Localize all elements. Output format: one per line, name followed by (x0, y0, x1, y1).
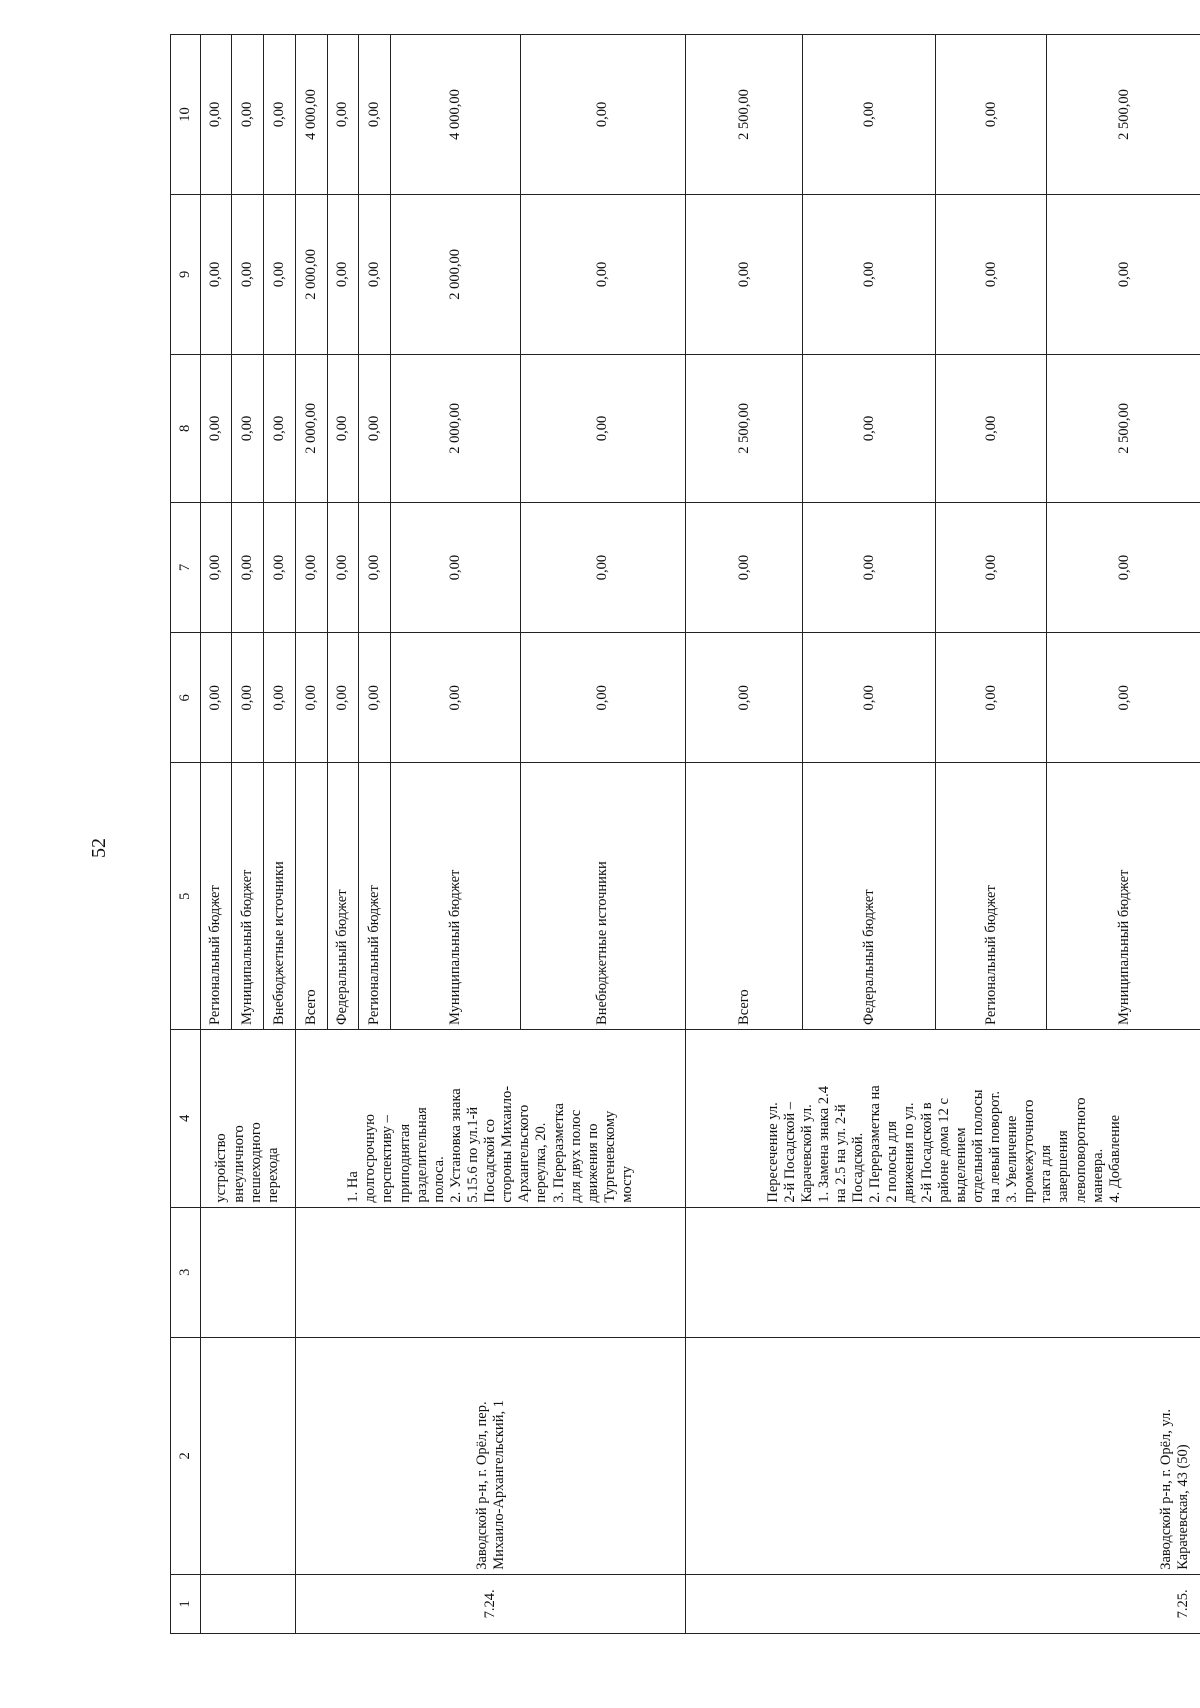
page-number: 52 (88, 838, 110, 858)
value-cell: 0,00 (200, 354, 232, 502)
header-cell: 4 (171, 1029, 201, 1207)
rotated-page (170, 34, 1200, 1634)
value-cell: 0,00 (803, 35, 936, 195)
address-cell: Заводской р-н, г. Орёл, ул. Карачевская, 43 (50) (686, 1337, 1200, 1574)
value-cell: 0,00 (232, 633, 264, 763)
value-cell: 0,00 (327, 194, 359, 354)
value-cell: 0,00 (936, 194, 1047, 354)
value-cell: 2 000,00 (295, 194, 327, 354)
header-cell: 2 (171, 1337, 201, 1574)
address-cell (200, 1337, 295, 1574)
value-cell: 0,00 (359, 35, 391, 195)
financing-table (170, 34, 1200, 1634)
value-cell: 0,00 (264, 35, 296, 195)
value-cell: 0,00 (295, 502, 327, 632)
value-cell: 0,00 (520, 354, 686, 502)
value-cell: 0,00 (686, 194, 803, 354)
value-cell: 0,00 (327, 502, 359, 632)
value-cell: 0,00 (200, 194, 232, 354)
value-cell: 0,00 (200, 35, 232, 195)
funding-source: Всего (295, 763, 327, 1030)
value-cell: 0,00 (264, 354, 296, 502)
value-cell: 4 000,00 (391, 35, 520, 195)
value-cell: 0,00 (232, 502, 264, 632)
value-cell: 2 000,00 (391, 194, 520, 354)
funding-source: Внебюджетные источники (264, 763, 296, 1030)
value-cell: 0,00 (686, 502, 803, 632)
value-cell: 0,00 (520, 35, 686, 195)
header-cell: 8 (171, 354, 201, 502)
col3-cell (295, 1207, 686, 1337)
funding-source: Региональный бюджет (936, 763, 1047, 1030)
value-cell: 2 500,00 (686, 35, 803, 195)
value-cell: 0,00 (936, 35, 1047, 195)
value-cell: 0,00 (391, 502, 520, 632)
value-cell: 0,00 (264, 633, 296, 763)
item-number-cell: 7.24. (295, 1574, 686, 1633)
value-cell: 0,00 (936, 502, 1047, 632)
funding-source: Муниципальный бюджет (391, 763, 520, 1030)
header-cell: 3 (171, 1207, 201, 1337)
value-cell: 2 000,00 (295, 354, 327, 502)
value-cell: 4 000,00 (295, 35, 327, 195)
value-cell: 2 500,00 (686, 354, 803, 502)
value-cell: 0,00 (936, 354, 1047, 502)
value-cell: 0,00 (200, 633, 232, 763)
funding-source: Региональный бюджет (200, 763, 232, 1030)
value-cell: 0,00 (803, 354, 936, 502)
value-cell: 0,00 (359, 502, 391, 632)
funding-source: Внебюджетные источники (520, 763, 686, 1030)
header-cell: 5 (171, 763, 201, 1030)
funding-source: Муниципальный бюджет (1047, 763, 1200, 1030)
value-cell: 0,00 (686, 633, 803, 763)
address-cell: Заводской р-н, г. Орёл, пер. Михаило-Архангельский, 1 (295, 1337, 686, 1574)
table-row (200, 35, 232, 1634)
value-cell: 0,00 (264, 194, 296, 354)
col3-cell (686, 1207, 1200, 1337)
value-cell: 0,00 (232, 194, 264, 354)
value-cell: 0,00 (803, 633, 936, 763)
value-cell: 0,00 (327, 35, 359, 195)
value-cell: 0,00 (936, 633, 1047, 763)
col3-cell (200, 1207, 295, 1337)
value-cell: 0,00 (327, 354, 359, 502)
value-cell: 0,00 (359, 354, 391, 502)
table-row (686, 35, 803, 1634)
value-cell: 0,00 (1047, 502, 1200, 632)
measure-description: устройство внеуличного пешеходного перехода (200, 1029, 295, 1207)
value-cell: 0,00 (803, 502, 936, 632)
value-cell: 2 000,00 (391, 354, 520, 502)
value-cell: 2 500,00 (1047, 354, 1200, 502)
value-cell: 0,00 (391, 633, 520, 763)
header-row (171, 35, 201, 1634)
funding-source: Всего (686, 763, 803, 1030)
item-number-cell: 7.25. (686, 1574, 1200, 1633)
item-number-cell (200, 1574, 295, 1633)
measure-description: 1. На долгосрочную перспективу – приподнятая разделительная полоса. 2. Установка знака 5.15.6 по ул.1-й Посадской со стороны Михаило- Архангельского переулка, 20. 3. Переразметка для двух полос движения по Тургеневскому мосту (295, 1029, 686, 1207)
value-cell: 0,00 (232, 35, 264, 195)
header-cell: 6 (171, 633, 201, 763)
table-row (295, 35, 327, 1634)
value-cell: 0,00 (200, 502, 232, 632)
funding-source: Федеральный бюджет (327, 763, 359, 1030)
value-cell: 0,00 (1047, 633, 1200, 763)
value-cell: 0,00 (520, 194, 686, 354)
value-cell: 0,00 (520, 633, 686, 763)
value-cell: 0,00 (232, 354, 264, 502)
measure-description: Пересечение ул. 2-й Посадской – Карачевской ул. 1. Замена знака 2.4 на 2.5 на ул. 2-й Посадской. 2. Переразметка на 2 полосы для движения по ул. 2-й Посадской в районе дома 12 с выделением отдельной полосы на левый поворот. 3. Увеличение промежуточного такта для завершения левоповоротного маневра. 4. Добавление (686, 1029, 1200, 1207)
value-cell: 0,00 (520, 502, 686, 632)
funding-source: Региональный бюджет (359, 763, 391, 1030)
header-cell: 1 (171, 1574, 201, 1633)
value-cell: 0,00 (264, 502, 296, 632)
value-cell: 0,00 (359, 194, 391, 354)
header-cell: 7 (171, 502, 201, 632)
funding-source: Муниципальный бюджет (232, 763, 264, 1030)
header-cell: 9 (171, 194, 201, 354)
value-cell: 0,00 (327, 633, 359, 763)
value-cell: 0,00 (359, 633, 391, 763)
value-cell: 2 500,00 (1047, 35, 1200, 195)
value-cell: 0,00 (803, 194, 936, 354)
header-cell: 10 (171, 35, 201, 195)
funding-source: Федеральный бюджет (803, 763, 936, 1030)
value-cell: 0,00 (1047, 194, 1200, 354)
value-cell: 0,00 (295, 633, 327, 763)
